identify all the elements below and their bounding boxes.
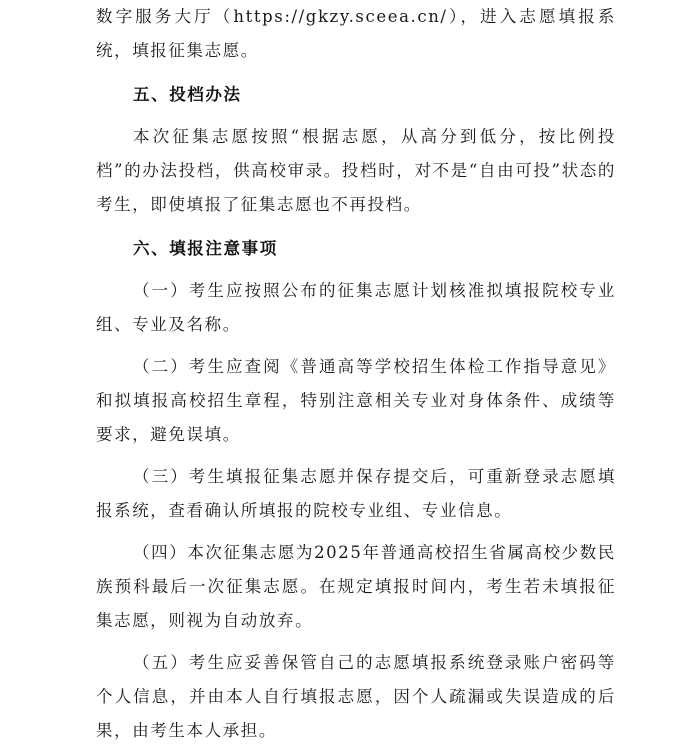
paragraph-note-4: （四）本次征集志愿为2025年普通高校招生省属高校少数民族预科最后一次征集志愿。在规定填报时间内，考生若未填报征集志愿，则视为自动放弃。: [96, 543, 616, 630]
section-heading-six: 六、填报注意事项: [133, 239, 278, 258]
paragraph-admission-method: 本次征集志愿按照“根据志愿，从高分到低分，按比例投档”的办法投档，供高校审录。投档时，对不是“自由可投”状态的考生，即使填报了征集志愿也不再投档。: [96, 127, 616, 214]
paragraph-system-entry: 数字服务大厅（https://gkzy.sceea.cn/），进入志愿填报系统，填报征集志愿。: [96, 7, 616, 60]
section-heading-five: 五、投档办法: [133, 85, 242, 104]
paragraph-note-2: （二）考生应查阅《普通高等学校招生体检工作指导意见》和拟填报高校招生章程，特别注意相关专业对身体条件、成绩等要求，避免误填。: [96, 357, 616, 444]
paragraph-note-3: （三）考生填报征集志愿并保存提交后，可重新登录志愿填报系统，查看确认所填报的院校专业组、专业信息。: [96, 467, 616, 520]
paragraph-note-1: （一）考生应按照公布的征集志愿计划核准拟填报院校专业组、专业及名称。: [96, 281, 616, 334]
paragraph-note-5: （五）考生应妥善保管自己的志愿填报系统登录账户密码等个人信息，并由本人自行填报志愿，因个人疏漏或失误造成的后果，由考生本人承担。: [96, 653, 616, 740]
document-body: [96, 0, 616, 748]
